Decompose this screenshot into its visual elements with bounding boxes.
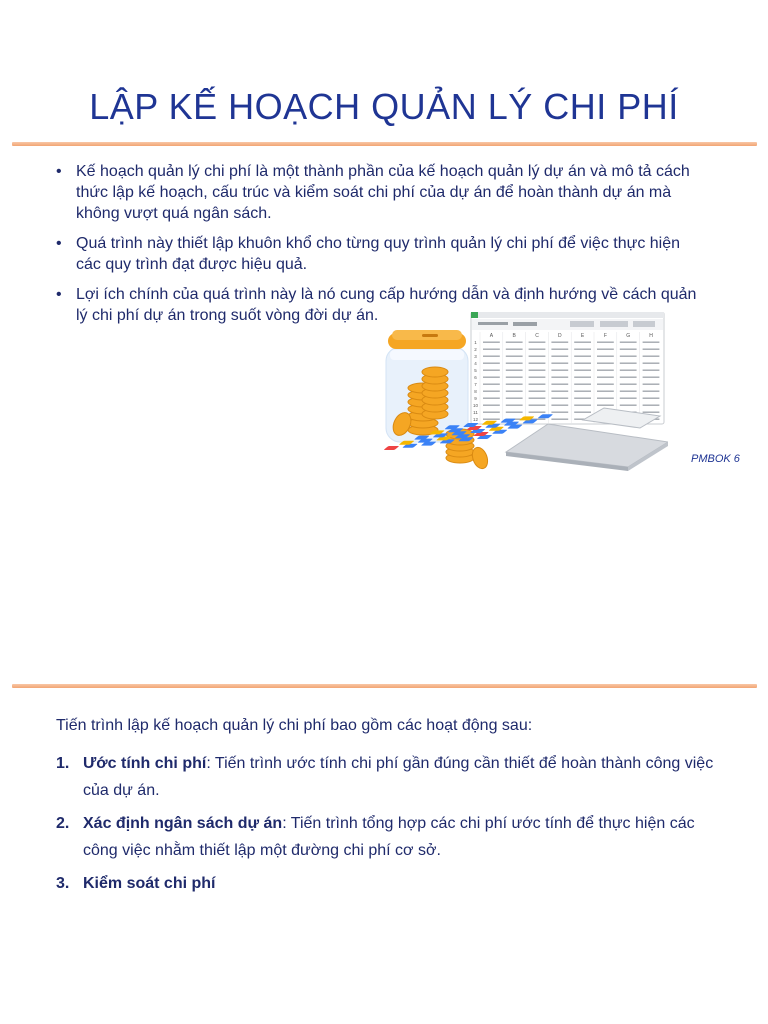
column-header: A: [489, 333, 494, 339]
column-header: F: [603, 333, 607, 339]
list-term: Ước tính chi phí: [83, 755, 207, 772]
column-header: H: [649, 333, 653, 339]
cost-illustration: [378, 312, 668, 472]
top-divider: [12, 684, 757, 688]
row-header: 2: [474, 347, 477, 352]
slide-title: LẬP KẾ HOẠCH QUẢN LÝ CHI PHÍ: [89, 86, 679, 127]
list-term: Kiểm soát chi phí: [83, 875, 216, 892]
title-divider: [12, 142, 757, 146]
row-header: 5: [474, 368, 477, 373]
row-header: 1: [474, 340, 477, 345]
source-note: PMBOK 6: [691, 453, 740, 465]
row-header: 4: [474, 361, 477, 366]
row-header: 10: [472, 403, 479, 408]
list-description: : Tiến trình tổng hợp các chi phí ước tính để thực hiện các công việc nhằm thiết lập một đường chi phí cơ sở.: [83, 815, 695, 859]
spreadsheet-icon: [471, 312, 664, 424]
list-number: 2.: [56, 815, 70, 832]
row-header: 7: [474, 382, 477, 387]
list-item: [56, 810, 716, 864]
intro-text: Tiến trình lập kế hoạch quản lý chi phí bao gồm các hoạt động sau:: [56, 717, 533, 734]
list-term: Xác định ngân sách dự án: [83, 815, 283, 832]
bullet-item: • Kế hoạch quản lý chi phí là một thành phần của kế hoạch quản lý dự án và mô tả cách thức lập kế hoạch, cấu trúc và kiểm soát chi phí của dự án để hoàn thành dự án mà không vượt quá ngân sách.: [56, 161, 706, 224]
list-item: [56, 750, 716, 804]
row-header: 3: [474, 354, 477, 359]
column-header: B: [512, 333, 516, 339]
column-header: G: [626, 333, 631, 339]
row-header: 6: [474, 375, 477, 380]
bullet-item: • Lợi ích chính của quá trình này là nó cung cấp hướng dẫn và định hướng về cách quản lý chi phí dự án trong suốt vòng đời dự án.: [56, 284, 706, 326]
list-item: [56, 870, 716, 897]
bullet-item: • Quá trình này thiết lập khuôn khổ cho từng quy trình quản lý chi phí để việc thực hiện các quy trình đạt được hiệu quả.: [56, 233, 706, 275]
list-number: 3.: [56, 875, 70, 892]
bullet-list: [56, 161, 706, 335]
column-header: C: [535, 333, 539, 339]
slide-2: [0, 512, 768, 1024]
list-number: 1.: [56, 755, 70, 772]
column-header: E: [580, 333, 585, 339]
row-header: 11: [473, 410, 478, 415]
column-header: D: [557, 333, 562, 339]
row-header: 9: [474, 396, 477, 401]
activity-list: [56, 750, 716, 903]
list-description: : Tiến trình ước tính chi phí gần đúng cần thiết để hoàn thành công việc của dự án.: [83, 755, 714, 799]
row-header: 8: [474, 389, 477, 394]
row-header: 12: [472, 417, 479, 422]
